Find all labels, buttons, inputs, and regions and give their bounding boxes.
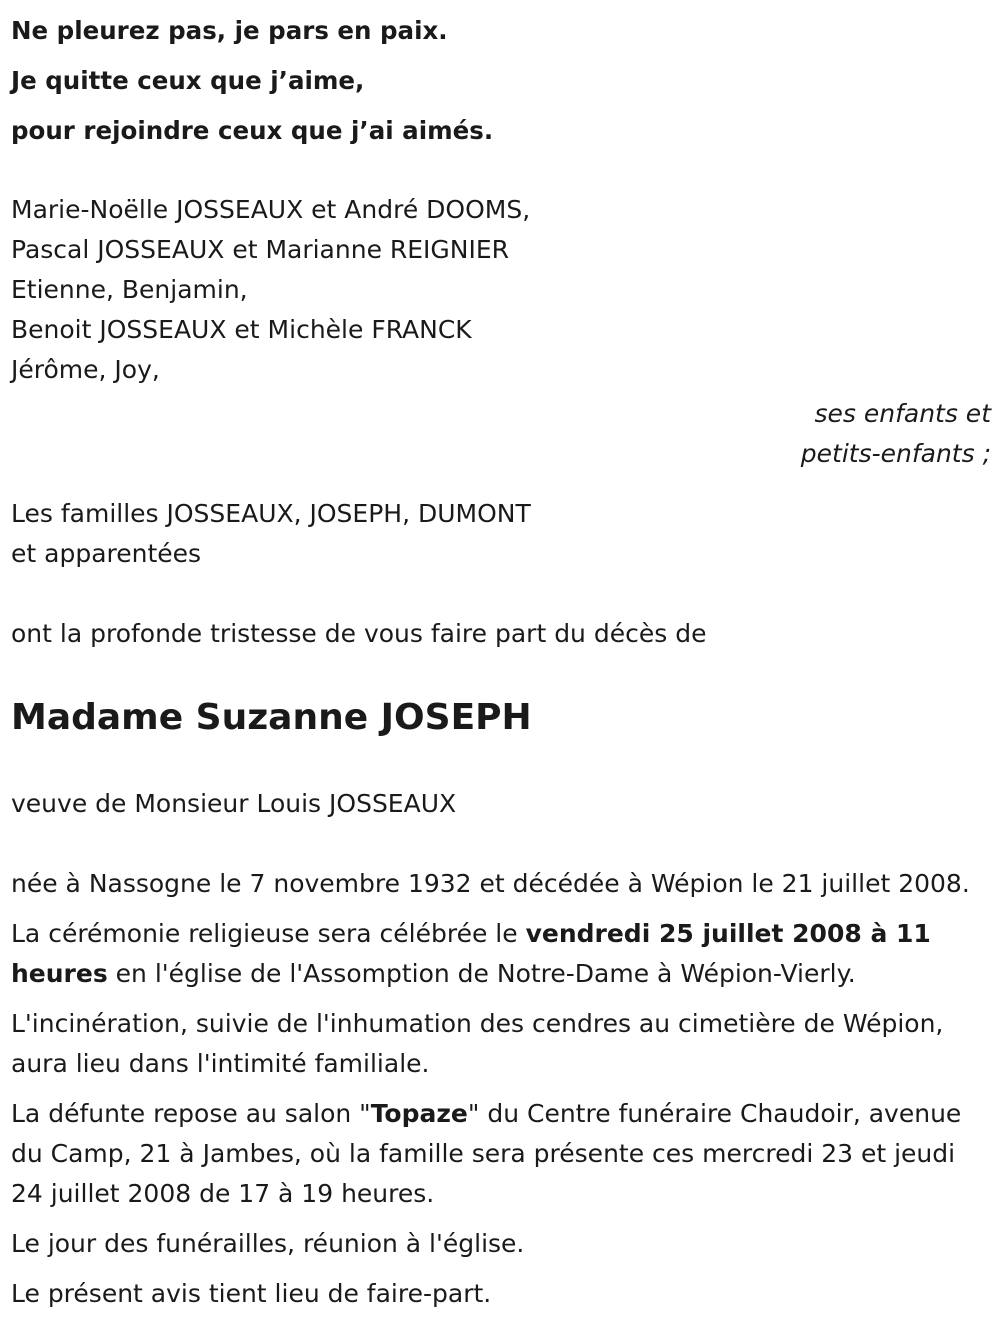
families-line: et apparentées: [11, 539, 202, 568]
notice-note: Le présent avis tient lieu de faire-part.: [11, 1279, 492, 1308]
ceremony-details: [11, 914, 993, 994]
widow-of: veuve de Monsieur Louis JOSSEAUX: [11, 789, 457, 818]
cremation-details: L'incinération, suivie de l'inhumation des cendres au cimetière de Wépion, aura lieu dans l'intimité familiale.: [11, 1009, 944, 1078]
ceremony-date-time: vendredi 25 juillet 2008 à 11 heures: [11, 919, 931, 988]
viewing-post: " du Centre funéraire Chaudoir, avenue du Camp, 21 à Jambes, où la famille sera présente ces mercredi 23 et jeudi 24 juillet 2008 de 17 à 19 heures.: [11, 1099, 962, 1208]
poem: [11, 6, 993, 156]
family-list: [11, 190, 993, 390]
family-line: Pascal JOSSEAUX et Marianne REIGNIER: [11, 235, 510, 264]
salon-name: Topaze: [370, 1099, 468, 1128]
family-relation: [11, 394, 993, 474]
funeral-day-note: Le jour des funérailles, réunion à l'église.: [11, 1229, 525, 1258]
viewing-details: [11, 1094, 993, 1214]
ceremony-post: en l'église de l'Assomption de Notre-Dame à Wépion-Vierly.: [107, 959, 856, 988]
poem-line-3: pour rejoindre ceux que j’ai aimés.: [11, 116, 494, 145]
extended-families: [11, 494, 993, 574]
viewing-pre: La défunte repose au salon ": [11, 1099, 371, 1128]
deceased-name: Madame Suzanne JOSEPH: [11, 697, 532, 738]
ceremony-pre: La cérémonie religieuse sera célébrée le: [11, 919, 526, 948]
families-line: Les familles JOSSEAUX, JOSEPH, DUMONT: [11, 499, 531, 528]
relation-line: petits-enfants ;: [800, 439, 991, 468]
obituary-notice: [11, 6, 993, 1314]
family-line: Benoit JOSSEAUX et Michèle FRANCK: [11, 315, 472, 344]
family-line: Etienne, Benjamin,: [11, 275, 248, 304]
family-line: Marie-Noëlle JOSSEAUX et André DOOMS,: [11, 195, 531, 224]
birth-death-details: née à Nassogne le 7 novembre 1932 et décédée à Wépion le 21 juillet 2008.: [11, 869, 970, 898]
relation-line: ses enfants et: [814, 399, 991, 428]
announcement-text: ont la profonde tristesse de vous faire part du décès de: [11, 619, 707, 648]
poem-line-1: Ne pleurez pas, je pars en paix.: [11, 16, 448, 45]
poem-line-2: Je quitte ceux que j’aime,: [11, 66, 365, 95]
family-line: Jérôme, Joy,: [11, 355, 160, 384]
